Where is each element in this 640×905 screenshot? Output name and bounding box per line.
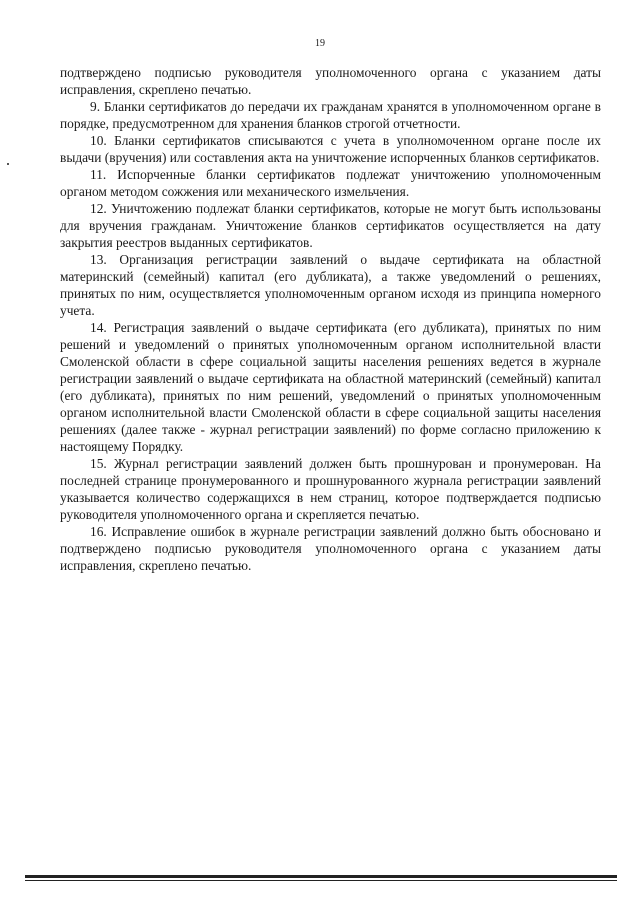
paragraph-12: 12. Уничтожению подлежат бланки сертификатов, которые не могут быть использованы для вручения гражданам. Уничтожение бланков сертификатов осуществляется на дату закрытия реестров выданных сертификатов.	[60, 201, 601, 250]
paragraph-15: 15. Журнал регистрации заявлений должен быть прошнурован и пронумерован. На последней странице пронумерованного и прошнурованного журнала регистрации заявлений указывается количество содержащихся в нем страниц, которое подтверждается подписью руководителя уполномоченного органа и скрепляется печатью.	[60, 456, 601, 522]
paragraph-9: 9. Бланки сертификатов до передачи их гражданам хранятся в уполномоченном органе в порядке, предусмотренном для хранения бланков строгой отчетности.	[60, 99, 601, 131]
paragraph-14: 14. Регистрация заявлений о выдаче сертификата (его дубликата), принятых по ним решений и уведомлений о принятых уполномоченным органом исполнительной власти Смоленской области в сфере социальной защиты населения решениях ведется в журнале регистрации заявлений о выдаче сертификата на областной материнский (семейный) капитал (его дубликата), принятых по ним решений, уведомлений о принятых уполномоченным органом исполнительной власти Смоленской области в сфере социальной защиты населения решениях (далее также - журнал регистрации заявлений) по форме согласно приложению к настоящему Порядку.	[60, 320, 601, 454]
scan-speck	[7, 163, 9, 165]
footer-rule-thin	[25, 880, 617, 881]
footer-rule	[25, 875, 617, 878]
page-number: 19	[315, 38, 325, 49]
paragraph-13: 13. Организация регистрации заявлений о выдаче сертификата на областной материнский (семейный) капитал (его дубликата), а также уведомлений о решениях, принятых по ним, осуществляется уполномоченным органом исходя из принципа номерного учета.	[60, 252, 601, 318]
paragraph-10: 10. Бланки сертификатов списываются с учета в уполномоченном органе после их выдачи (вручения) или составления акта на уничтожение испорченных бланков сертификатов.	[60, 133, 601, 165]
paragraph-16: 16. Исправление ошибок в журнале регистрации заявлений должно быть обосновано и подтверждено подписью руководителя уполномоченного органа с указанием даты исправления, скреплено печатью.	[60, 524, 601, 573]
document-body	[60, 64, 601, 574]
paragraph-11: 11. Испорченные бланки сертификатов подлежат уничтожению уполномоченным органом методом сожжения или механического измельчения.	[60, 167, 601, 199]
paragraph-continuation: подтверждено подписью руководителя уполномоченного органа с указанием даты исправления, скреплено печатью.	[60, 65, 601, 97]
